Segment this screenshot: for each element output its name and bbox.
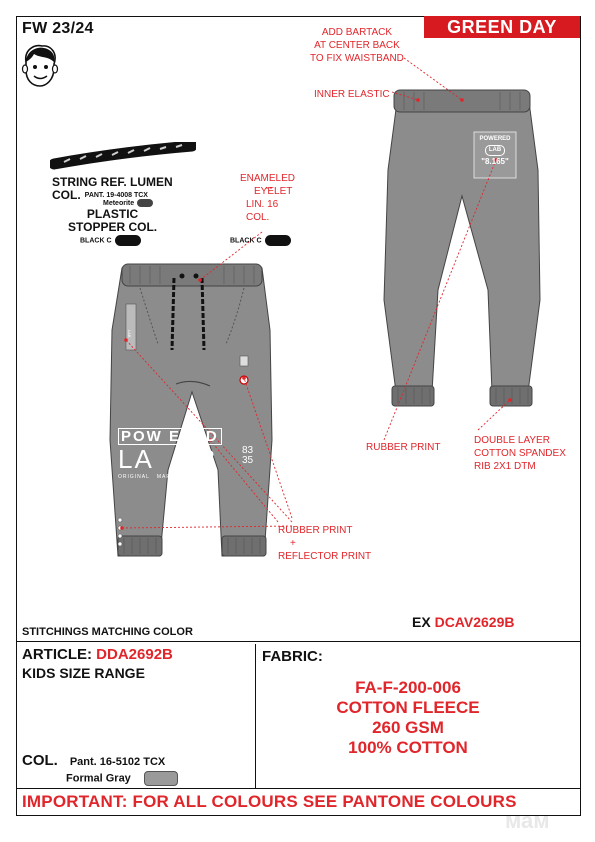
- inner-elastic-note: INNER ELASTIC: [314, 89, 390, 100]
- bartack-note: ADD BARTACK AT CENTER BACK TO FIX WAISTBAND: [310, 27, 404, 64]
- table-divider: [255, 644, 256, 788]
- important-footer: IMPORTANT: FOR ALL COLOURS SEE PANTONE COLOURS: [22, 792, 517, 811]
- front-print-subline: ORIGINAL MARINES: [118, 474, 187, 480]
- eyelet-note: ENAMELED EYELET LIN. 16 COL.: [240, 173, 296, 223]
- table-top-rule: [16, 641, 581, 642]
- back-print-graphic: POWERED LAB "8.165": [479, 136, 511, 166]
- stopper-color: BLACK C: [80, 235, 141, 246]
- rubber-print-back-note: RUBBER PRINT: [366, 442, 441, 453]
- brand-banner: GREEN DAY: [424, 16, 580, 38]
- ex-reference: EX DCAV2629B: [412, 614, 515, 630]
- front-pants-drawing: [110, 264, 272, 556]
- color-cell: COL. Pant. 16-5102 TCX Formal Gray: [22, 752, 178, 786]
- eyelet-color: BLACK C: [230, 235, 291, 246]
- stitching-note: STITCHINGS MATCHING COLOR: [22, 626, 193, 638]
- string-color-name: Meteorite: [103, 199, 153, 207]
- back-pants-drawing: [384, 90, 540, 406]
- front-print-graphic: POW ERED: [118, 428, 258, 445]
- front-print-number: 83 35: [242, 445, 254, 466]
- watermark-logo: мам: [505, 808, 550, 833]
- front-print-lab: LA B: [118, 444, 218, 474]
- table-bottom-rule: [16, 788, 581, 789]
- front-print-note: RUBBER PRINT + REFLECTOR PRINT: [278, 525, 372, 562]
- fabric-description: FA-F-200-006 COTTON FLEECE 260 GSM 100% COTTON: [336, 678, 480, 757]
- stopper-note: PLASTIC STOPPER COL.: [68, 207, 158, 234]
- string-note: STRING REF. LUMEN COL. PANT. 19-4008 TCX: [52, 175, 173, 202]
- season-label: FW 23/24: [22, 20, 94, 37]
- article-cell: ARTICLE: DDA2692B KIDS SIZE RANGE: [22, 646, 173, 681]
- color-swatch: [144, 771, 178, 786]
- fabric-label: FABRIC:: [262, 648, 323, 665]
- side-print-label: LAB: [127, 330, 132, 338]
- rib-note: DOUBLE LAYER COTTON SPANDEX RIB 2X1 DTM: [474, 435, 566, 472]
